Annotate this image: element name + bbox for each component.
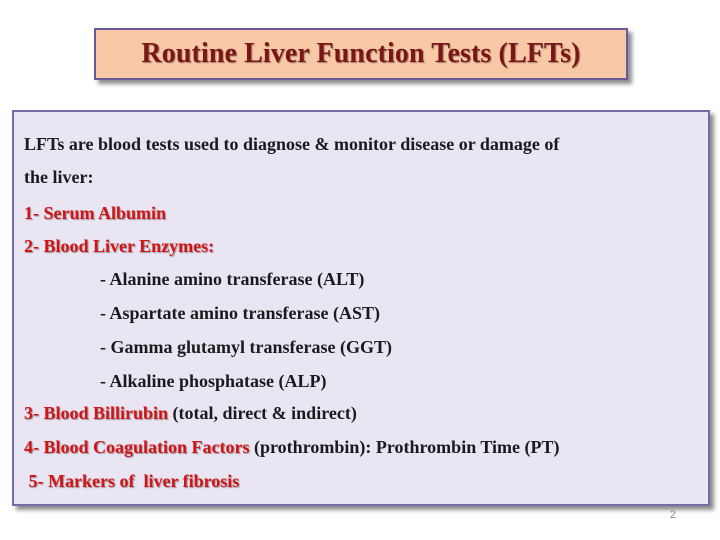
- content-box: [12, 110, 710, 506]
- item-blood-liver-enzymes: 2- Blood Liver Enzymes:: [24, 236, 215, 256]
- slide-title: Routine Liver Function Tests (LFTs): [141, 38, 581, 69]
- item-coagulation-factors-note: (prothrombin): Prothrombin Time (PT): [249, 437, 560, 457]
- intro-line-1: LFTs are blood tests used to diagnose & monitor disease or damage of: [24, 134, 560, 154]
- item-blood-bilirubin-label: 3- Blood Billirubin: [24, 403, 169, 423]
- item-serum-albumin: 1- Serum Albumin: [24, 203, 167, 223]
- item-coagulation-factors: [24, 437, 560, 458]
- enzyme-ast: - Aspartate amino transferase (AST): [100, 303, 380, 323]
- title-box: [94, 28, 628, 80]
- page-number: 2: [669, 509, 676, 521]
- item-liver-fibrosis: 5- Markers of liver fibrosis: [24, 471, 240, 491]
- item-blood-bilirubin-note: (total, direct & indirect): [168, 403, 357, 423]
- enzyme-alp: - Alkaline phosphatase (ALP): [100, 371, 327, 391]
- enzyme-alt: - Alanine amino transferase (ALT): [100, 269, 365, 289]
- item-blood-bilirubin: [24, 403, 357, 424]
- item-coagulation-factors-label: 4- Blood Coagulation Factors: [24, 437, 250, 457]
- enzyme-ggt: - Gamma glutamyl transferase (GGT): [100, 337, 392, 357]
- intro-line-2: the liver:: [24, 167, 94, 187]
